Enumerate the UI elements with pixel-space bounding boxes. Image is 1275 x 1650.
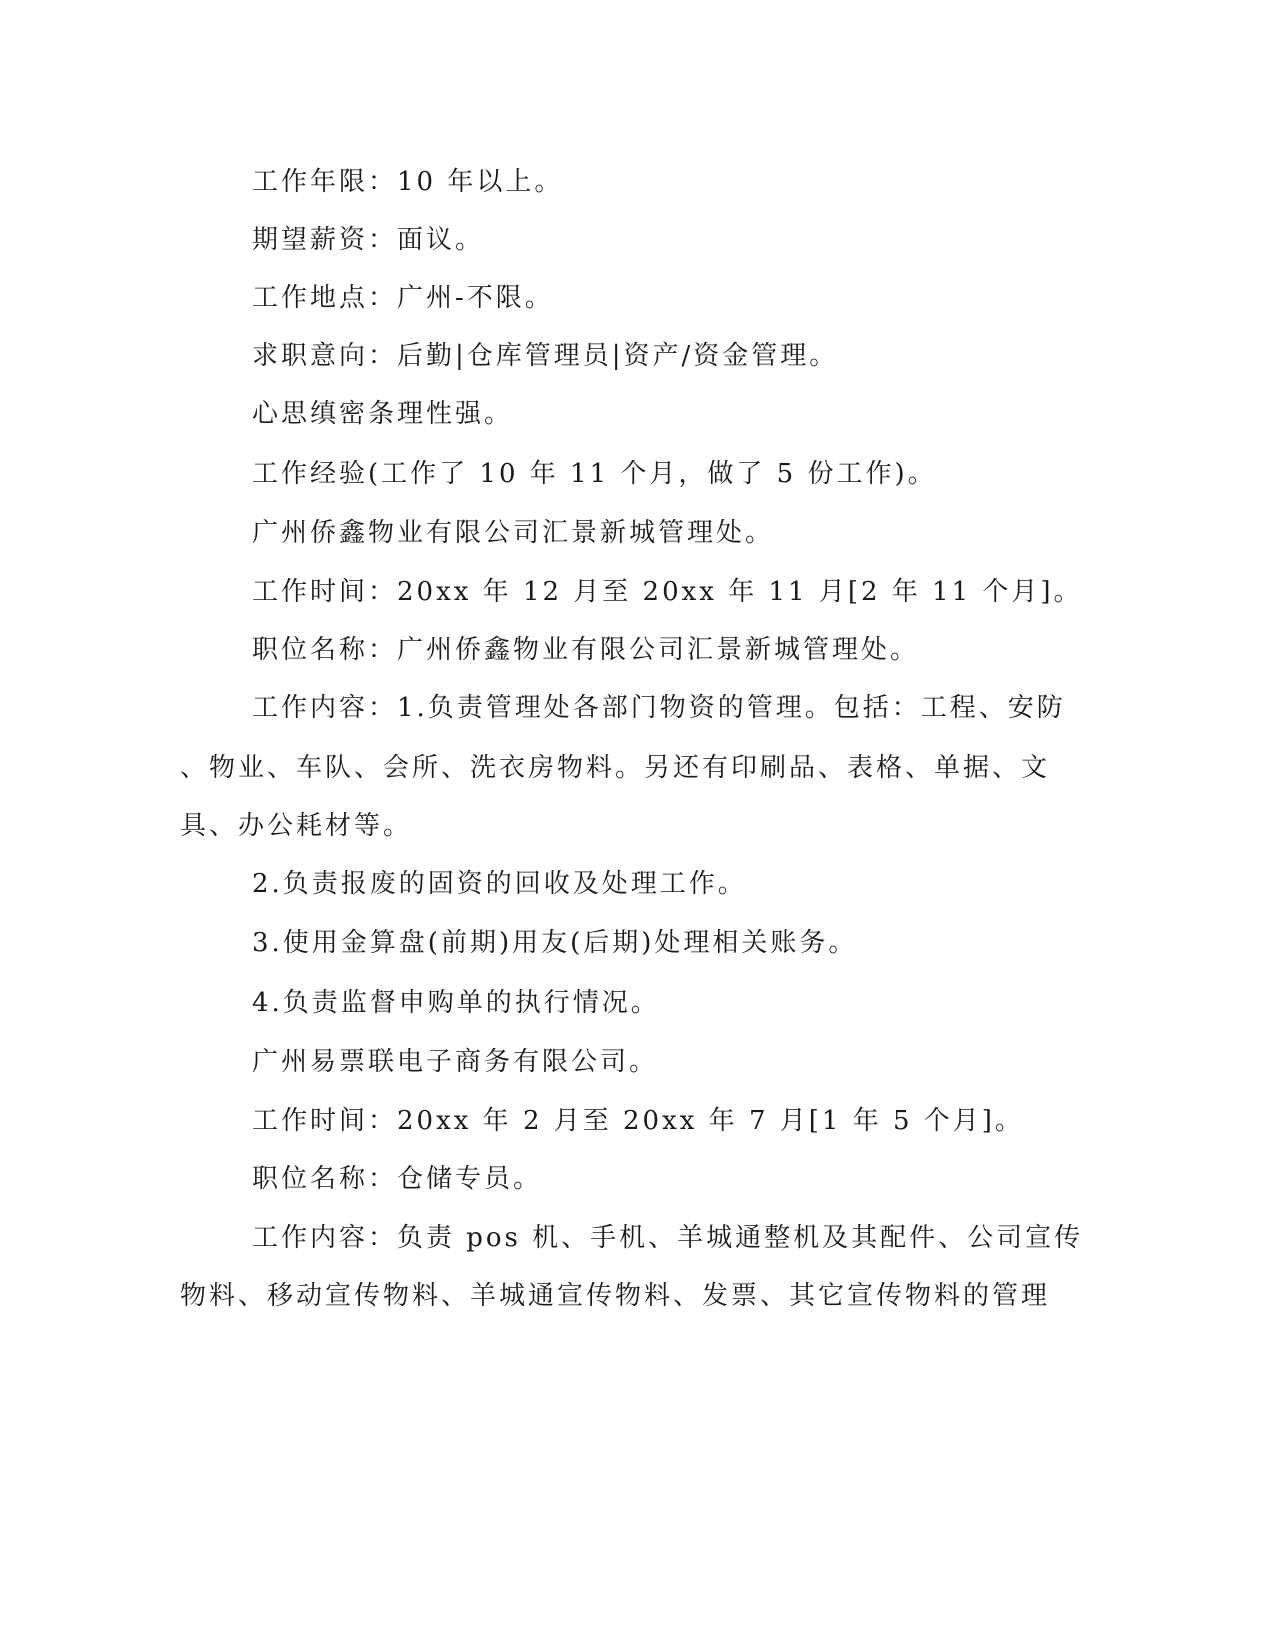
text-line-duties-1c: 具、办公耗材等。 xyxy=(180,811,413,841)
text-line-position-2: 职位名称：仓储专员。 xyxy=(252,1164,543,1194)
text-line-duties-1a: 工作内容：1.负责管理处各部门物资的管理。包括：工程、安防 xyxy=(252,693,1066,723)
text-line-job-intention: 求职意向：后勤|仓库管理员|资产/资金管理。 xyxy=(252,341,839,371)
text-line-duties-1b: 、物业、车队、会所、洗衣房物料。另还有印刷品、表格、单据、文 xyxy=(180,753,1051,783)
text-line-duty-2: 2.负责报废的固资的回收及处理工作。 xyxy=(252,869,747,899)
text-line-personality: 心思缜密条理性强。 xyxy=(252,399,514,429)
text-line-work-location: 工作地点：广州-不限。 xyxy=(252,283,554,313)
text-line-work-period-2: 工作时间：20xx 年 2 月至 20xx 年 7 月[1 年 5 个月]。 xyxy=(252,1106,1024,1136)
text-line-company-1: 广州侨鑫物业有限公司汇景新城管理处。 xyxy=(252,518,775,548)
text-line-work-experience: 工作经验(工作了 10 年 11 个月，做了 5 份工作)。 xyxy=(252,459,937,489)
text-line-duty-3: 3.使用金算盘(前期)用友(后期)处理相关账务。 xyxy=(252,928,858,958)
text-line-duties-2a: 工作内容：负责 pos 机、手机、羊城通整机及其配件、公司宣传 xyxy=(252,1223,1084,1253)
text-line-position-1: 职位名称：广州侨鑫物业有限公司汇景新城管理处。 xyxy=(252,635,920,665)
text-line-expected-salary: 期望薪资：面议。 xyxy=(252,225,485,255)
text-line-duties-2b: 物料、移动宣传物料、羊城通宣传物料、发票、其它宣传物料的管理 xyxy=(180,1281,1051,1311)
text-line-duty-4: 4.负责监督申购单的执行情况。 xyxy=(252,988,660,1018)
text-line-work-period-1: 工作时间：20xx 年 12 月至 20xx 年 11 月[2 年 11 个月]。 xyxy=(252,577,1083,607)
text-line-company-2: 广州易票联电子商务有限公司。 xyxy=(252,1047,659,1077)
text-line-work-years: 工作年限：10 年以上。 xyxy=(252,167,564,197)
